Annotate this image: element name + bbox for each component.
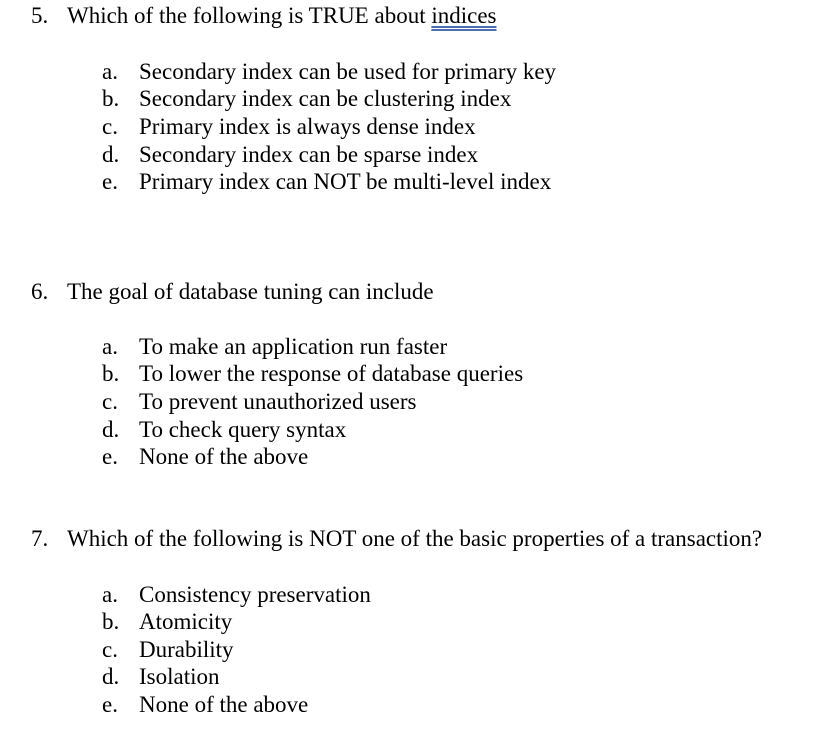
question-number: 5. [31, 3, 49, 28]
option-letter: c. [102, 637, 118, 662]
question-text [67, 2, 496, 30]
option-5b [0, 85, 823, 112]
option-text: Isolation [139, 664, 220, 689]
option-text: Atomicity [139, 609, 233, 634]
option-6a [0, 333, 823, 360]
option-7e [0, 691, 823, 718]
option-7d [0, 663, 823, 690]
question-number: 6. [31, 279, 49, 304]
option-letter: d. [102, 417, 120, 442]
option-letter: b. [102, 609, 120, 634]
option-6e [0, 443, 823, 470]
option-letter: e. [102, 692, 118, 717]
question-text: Which of the following is NOT one of the basic properties of a transaction? [67, 526, 763, 551]
option-text: Durability [139, 637, 234, 662]
option-6c [0, 388, 823, 415]
option-letter: a. [102, 334, 118, 359]
option-7a [0, 581, 823, 608]
option-text: Consistency preservation [139, 582, 371, 607]
option-letter: d. [102, 142, 120, 167]
option-letter: a. [102, 59, 118, 84]
option-letter: e. [102, 444, 118, 469]
option-letter: b. [102, 361, 120, 386]
question-text-plain: Which of the following is TRUE about [67, 3, 432, 28]
option-5d [0, 141, 823, 168]
option-text: To check query syntax [139, 417, 347, 442]
option-text: Secondary index can be used for primary key [139, 59, 557, 84]
option-letter: a. [102, 582, 118, 607]
option-text: Primary index is always dense index [139, 114, 476, 139]
option-text: To prevent unauthorized users [139, 389, 417, 414]
option-letter: c. [102, 389, 118, 414]
option-5e [0, 168, 823, 195]
option-letter: e. [102, 169, 118, 194]
option-text: None of the above [139, 444, 309, 469]
option-7b [0, 608, 823, 635]
question-text-underlined-word: indices [431, 3, 497, 28]
question-text: The goal of database tuning can include [67, 279, 434, 304]
question-number: 7. [31, 526, 49, 551]
option-6b [0, 360, 823, 387]
option-letter: b. [102, 86, 120, 111]
option-text: Primary index can NOT be multi-level index [139, 169, 552, 194]
option-text: Secondary index can be sparse index [139, 142, 479, 167]
option-6d [0, 416, 823, 443]
option-letter: c. [102, 114, 118, 139]
option-7c [0, 636, 823, 663]
option-text: To make an application run faster [139, 334, 448, 359]
option-5a [0, 58, 823, 85]
option-letter: d. [102, 664, 120, 689]
option-text: To lower the response of database queries [139, 361, 524, 386]
option-5c [0, 113, 823, 140]
option-text: Secondary index can be clustering index [139, 86, 512, 111]
option-text: None of the above [139, 692, 309, 717]
